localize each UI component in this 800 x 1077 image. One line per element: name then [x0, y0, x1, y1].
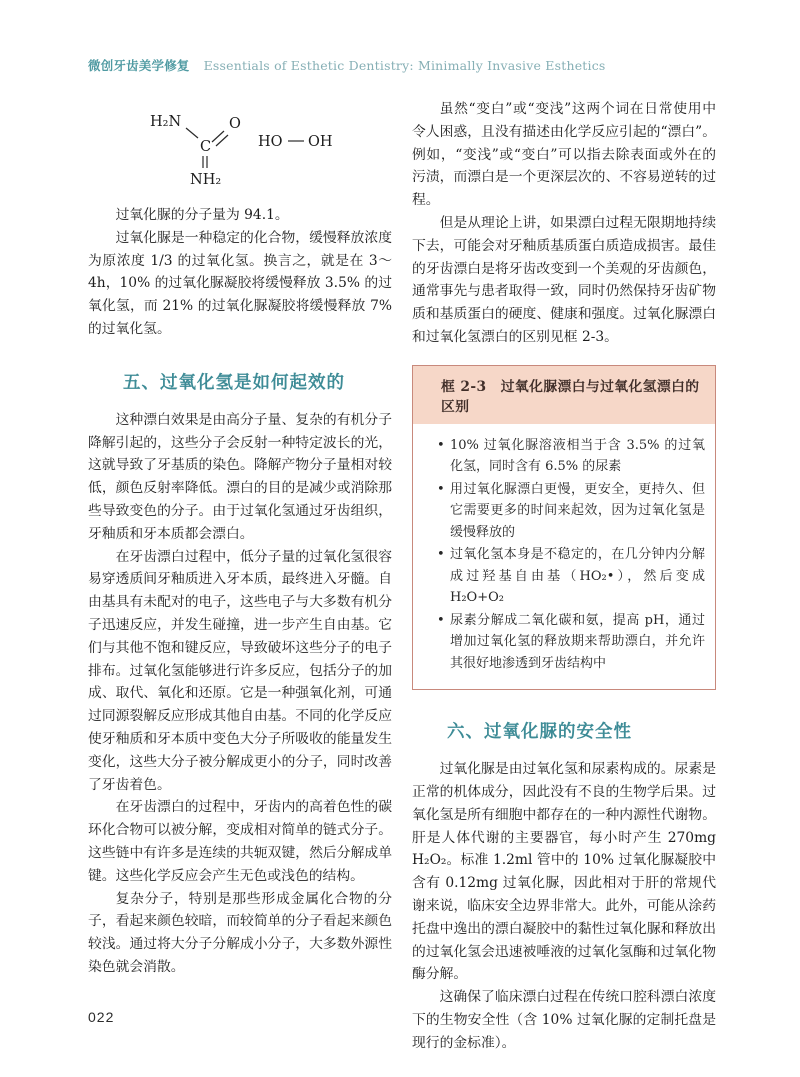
page-header	[88, 56, 716, 74]
paragraph-free-radicals: 在牙齿漂白过程中，低分子量的过氧化氢很容易穿透质间牙釉质进入牙本质，最终进入牙髓。自由基具有未配对的电子，这些电子与大多数有机分子迅速反应，并发生碰撞，进一步产生自由基。它们与其他不饱和键反应，导致破坏这些分子的电子排布。过氧化氢能够进行许多反应，包括分子的加成、取代、氧化和还原。它是一种强氧化剂，可通过同源裂解反应形成其他自由基。不同的化学反应使牙釉质和牙本质中变色大分子所吸收的能量发生变化，这些大分子被分解成更小的分子，同时改善了牙齿着色。	[88, 548, 392, 793]
page-number: 022	[88, 1009, 115, 1025]
info-box-bullet-1: • 10% 过氧化脲溶液相当于含 3.5% 的过氧化氢，同时含有 6.5% 的尿素	[437, 435, 705, 478]
right-column	[412, 98, 716, 1055]
urea-o-label: O	[229, 116, 241, 132]
info-box-bullet-2: • 用过氧化脲漂白更慢，更安全，更持久、但它需要更多的时间来起效，因为过氧化氢是缓慢释放的	[437, 479, 705, 544]
bond-h2n-c	[186, 128, 198, 138]
book-title-zh: 微创牙齿美学修复	[88, 58, 190, 73]
paragraph-biosafety: 这确保了临床漂白过程在传统口腔科漂白浓度下的生物安全性（含 10% 过氧化脲的定制托盘是现行的金标准）。	[412, 989, 716, 1051]
info-box-bullet-4: • 尿素分解成二氧化碳和氨，提高 pH，通过增加过氧化氢的释放期来帮助漂白，并允许其很好地渗透到牙齿结构中	[437, 610, 705, 675]
info-box-2-3	[412, 365, 716, 691]
paragraph-safety: 过氧化脲是由过氧化氢和尿素构成的。尿素是正常的机体成分，因此没有不良的生物学后果。过氧化氢是所有细胞中都存在的一种内源性代谢物。肝是人体代谢的主要器官，每小时产生 270mg H₂O₂。标准 1.2ml 管中的 10% 过氧化脲凝胶中含有 0.12mg 过氧化脲，因此相对于肝的常规代谢来说，临床安全边界非常大。此外，可能从涂药托盘中逸出的漂白凝胶中的黏性过氧化脲和释放出的过氧化氢会迅速被唾液的过氧化氢酶和过氧化物酶分解。	[412, 761, 716, 983]
peroxide-oh-label: OH	[308, 134, 333, 150]
paragraph-carbon-rings: 在牙齿漂白的过程中，牙齿内的高着色性的碳环化合物可以被分解，变成相对简单的链式分子。这些链中有许多是连续的共轭双键，然后分解成单键。这些化学反应会产生无色或浅色的结构。	[88, 799, 392, 884]
paragraph-theory: 但是从理论上讲，如果漂白过程无限期地持续下去，可能会对牙釉质基质蛋白质造成损害。最佳的牙齿漂白是将牙齿改变到一个美观的牙齿颜色，通常事先与患者取得一致，同时仍然保持牙齿矿物质和基质蛋白的硬度、健康和强度。过氧化脲漂白和过氧化氢漂白的区别见框 2-3。	[412, 214, 716, 345]
page-footer	[88, 1009, 114, 1025]
peroxide-ho-label: HO	[258, 134, 283, 150]
two-column-layout	[88, 98, 716, 1055]
urea-c-label: C	[200, 139, 212, 155]
book-title-en: Essentials of Esthetic Dentistry: Minimally Invasive Esthetics	[203, 58, 606, 73]
paragraph-stable-compound: 过氧化脲是一种稳定的化合物，缓慢释放浓度为原浓度 1/3 的过氧化氢。换言之，就是在 3～4h，10% 的过氧化脲凝胶将缓慢释放 3.5% 的过氧化氢，而 21% 的过氧化脲凝胶将缓慢释放 7% 的过氧化氢。	[88, 229, 392, 337]
info-box-list	[413, 424, 715, 690]
paragraph-molecular-weight: 过氧化脲的分子量为 94.1。	[115, 207, 289, 223]
paragraph-whitening-terms: 虽然“变白”或“变浅”这两个词在日常使用中令人困惑，且没有描述由化学反应引起的“漂白”。例如，“变浅”或“变白”可以指去除表面或外在的污渍，而漂白是一个更深层次的、不容易逆转的过程。	[412, 101, 716, 209]
urea-nh2-label: NH₂	[190, 172, 222, 188]
paragraph-bleach-effect: 这种漂白效果是由高分子量、复杂的有机分子降解引起的，这些分子会反射一种特定波长的光，这就导致了牙基质的染色。降解产物分子量相对较低，颜色反射率降低。漂白的目的是减少或消除那些导致变色的分子。由于过氧化氢通过牙齿组织，牙釉质和牙本质都会漂白。	[88, 411, 392, 542]
section-5-heading: 五、过氧化氢是如何起效的	[123, 372, 345, 393]
left-column	[88, 98, 392, 1055]
info-box-title: 框 2-3 过氧化脲漂白与过氧化氢漂白的区别	[413, 366, 715, 424]
info-box-bullet-3: • 过氧化氢本身是不稳定的，在几分钟内分解成过羟基自由基（HO₂•），然后变成 H₂O+O₂	[437, 544, 705, 609]
paragraph-complex-molecules: 复杂分子，特别是那些形成金属化合物的分子，看起来颜色较暗，而较简单的分子看起来颜色较浅。通过将大分子分解成小分子，大多数外源性染色就会消散。	[88, 890, 392, 975]
urea-h2n-label: H₂N	[150, 114, 182, 130]
section-6-heading: 六、过氧化脲的安全性	[447, 722, 632, 743]
urea-peroxide-structure	[140, 102, 390, 194]
chemical-structure-diagram	[140, 102, 390, 194]
